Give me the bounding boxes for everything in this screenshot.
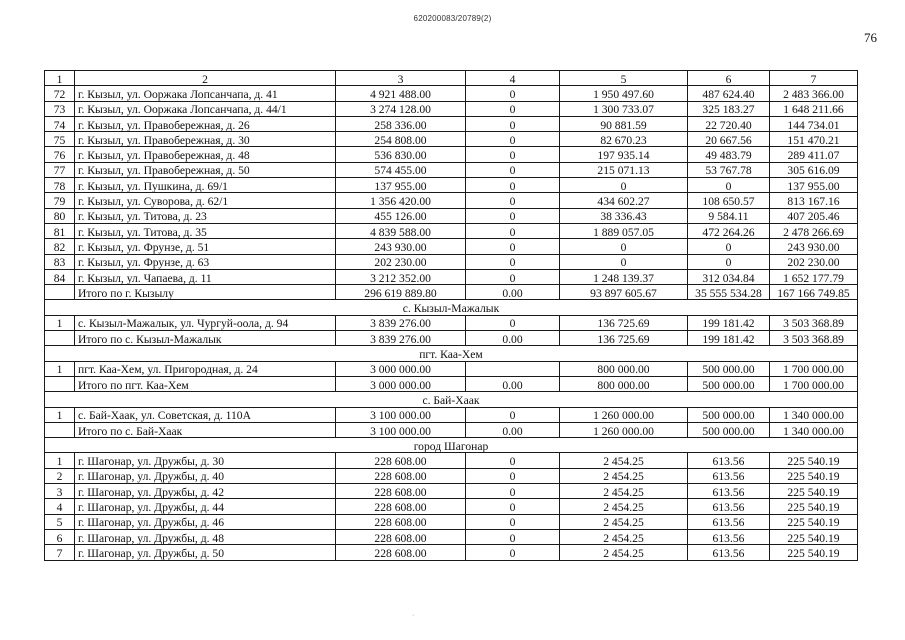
amount-col4: 0 — [466, 529, 560, 544]
address-cell: г. Кызыл, ул. Правобережная, д. 50 — [75, 162, 336, 177]
table-row — [45, 86, 858, 101]
row-number — [45, 376, 75, 391]
total-row — [45, 422, 858, 437]
table-row — [45, 453, 858, 468]
column-number: 4 — [466, 71, 560, 86]
address-cell: пгт. Каа-Хем, ул. Пригородная, д. 24 — [75, 361, 336, 376]
amount-col6: 613.56 — [688, 545, 770, 560]
row-number: 72 — [45, 86, 75, 101]
amount-col3: 3 000 000.00 — [336, 361, 466, 376]
amount-col7: 3 503 368.89 — [770, 331, 858, 346]
amount-col7: 225 540.19 — [770, 468, 858, 483]
total-row — [45, 285, 858, 300]
amount-col6: 53 767.78 — [688, 162, 770, 177]
column-number: 3 — [336, 71, 466, 86]
amount-col5: 1 260 000.00 — [560, 407, 688, 422]
amount-col3: 228 608.00 — [336, 499, 466, 514]
amount-col6: 9 584.11 — [688, 208, 770, 223]
amount-col6: 472 264.26 — [688, 223, 770, 238]
address-cell: г. Шагонар, ул. Дружбы, д. 44 — [75, 499, 336, 514]
amount-col5: 136 725.69 — [560, 331, 688, 346]
amount-col5: 215 071.13 — [560, 162, 688, 177]
table-row — [45, 499, 858, 514]
row-number: 75 — [45, 132, 75, 147]
table-row — [45, 407, 858, 422]
amount-col6: 613.56 — [688, 453, 770, 468]
amount-col4: 0 — [466, 178, 560, 193]
row-number: 5 — [45, 514, 75, 529]
table-row — [45, 223, 858, 238]
amount-col3: 228 608.00 — [336, 545, 466, 560]
amount-col7: 151 470.21 — [770, 132, 858, 147]
amount-col7: 3 503 368.89 — [770, 315, 858, 330]
table-row — [45, 361, 858, 376]
amount-col6: 20 667.56 — [688, 132, 770, 147]
amount-col5: 2 454.25 — [560, 545, 688, 560]
amount-col7: 225 540.19 — [770, 484, 858, 499]
amount-col4: 0 — [466, 453, 560, 468]
row-number: 1 — [45, 453, 75, 468]
amount-col4: 0 — [466, 468, 560, 483]
amount-col6: 199 181.42 — [688, 331, 770, 346]
row-number: 1 — [45, 407, 75, 422]
amount-col3: 574 455.00 — [336, 162, 466, 177]
row-number: 6 — [45, 529, 75, 544]
table-row — [45, 147, 858, 162]
column-number: 1 — [45, 71, 75, 86]
amount-col5: 38 336.43 — [560, 208, 688, 223]
amount-col3: 3 839 276.00 — [336, 315, 466, 330]
row-number: 79 — [45, 193, 75, 208]
amount-col6: 500 000.00 — [688, 361, 770, 376]
amount-col3: 3 274 128.00 — [336, 101, 466, 116]
address-cell: г. Кызыл, ул. Суворова, д. 62/1 — [75, 193, 336, 208]
address-cell: г. Кызыл, ул. Титова, д. 23 — [75, 208, 336, 223]
amount-col4: 0 — [466, 132, 560, 147]
amount-col4: 0 — [466, 208, 560, 223]
amount-col6: 199 181.42 — [688, 315, 770, 330]
total-row — [45, 376, 858, 391]
address-cell: г. Кызыл, ул. Правобережная, д. 30 — [75, 132, 336, 147]
column-number-row — [45, 71, 858, 86]
amount-col6: 35 555 534.28 — [688, 285, 770, 300]
row-number: 76 — [45, 147, 75, 162]
amount-col6: 613.56 — [688, 514, 770, 529]
row-number: 82 — [45, 239, 75, 254]
amount-col6: 0 — [688, 239, 770, 254]
amount-col3: 228 608.00 — [336, 484, 466, 499]
amount-col4: 0 — [466, 407, 560, 422]
amount-col4: 0 — [466, 162, 560, 177]
amount-col6: 500 000.00 — [688, 422, 770, 437]
amount-col6: 49 483.79 — [688, 147, 770, 162]
section-title: пгт. Каа-Хем — [45, 346, 858, 361]
amount-col4: 0.00 — [466, 331, 560, 346]
amount-col5: 1 248 139.37 — [560, 269, 688, 284]
section-title: с. Бай-Хаак — [45, 392, 858, 407]
amount-col6: 613.56 — [688, 499, 770, 514]
address-cell: г. Кызыл, ул. Чапаева, д. 11 — [75, 269, 336, 284]
section-header-row — [45, 438, 858, 453]
amount-col5: 800 000.00 — [560, 361, 688, 376]
amount-col7: 243 930.00 — [770, 239, 858, 254]
address-cell: Итого по г. Кызылу — [75, 285, 336, 300]
table-row — [45, 484, 858, 499]
amount-col3: 137 955.00 — [336, 178, 466, 193]
amount-col5: 82 670.23 — [560, 132, 688, 147]
row-number — [45, 331, 75, 346]
row-number: 1 — [45, 361, 75, 376]
amount-col3: 3 000 000.00 — [336, 376, 466, 391]
amount-col7: 305 616.09 — [770, 162, 858, 177]
amount-col6: 613.56 — [688, 484, 770, 499]
amount-col3: 254 808.00 — [336, 132, 466, 147]
total-row — [45, 331, 858, 346]
row-number: 74 — [45, 116, 75, 131]
amount-col5: 2 454.25 — [560, 468, 688, 483]
register-body — [45, 71, 858, 561]
amount-col3: 228 608.00 — [336, 468, 466, 483]
amount-col3: 4 839 588.00 — [336, 223, 466, 238]
row-number — [45, 422, 75, 437]
amount-col4: 0 — [466, 499, 560, 514]
amount-col6: 325 183.27 — [688, 101, 770, 116]
section-header-row — [45, 300, 858, 315]
address-cell: Итого по с. Бай-Хаак — [75, 422, 336, 437]
table-row — [45, 132, 858, 147]
amount-col4: 0 — [466, 254, 560, 269]
row-number: 77 — [45, 162, 75, 177]
column-number: 2 — [75, 71, 336, 86]
amount-col4: 0 — [466, 116, 560, 131]
amount-col3: 1 356 420.00 — [336, 193, 466, 208]
row-number: 3 — [45, 484, 75, 499]
address-cell: г. Кызыл, ул. Титова, д. 35 — [75, 223, 336, 238]
row-number: 2 — [45, 468, 75, 483]
amount-col7: 167 166 749.85 — [770, 285, 858, 300]
amount-col7: 225 540.19 — [770, 453, 858, 468]
address-cell: г. Шагонар, ул. Дружбы, д. 40 — [75, 468, 336, 483]
amount-col5: 0 — [560, 178, 688, 193]
amount-col5: 197 935.14 — [560, 147, 688, 162]
amount-col5: 0 — [560, 239, 688, 254]
amount-col5: 1 889 057.05 — [560, 223, 688, 238]
table-row — [45, 239, 858, 254]
amount-col5: 93 897 605.67 — [560, 285, 688, 300]
amount-col6: 487 624.40 — [688, 86, 770, 101]
row-number: 4 — [45, 499, 75, 514]
address-cell: г. Шагонар, ул. Дружбы, д. 46 — [75, 514, 336, 529]
address-cell: с. Бай-Хаак, ул. Советская, д. 110А — [75, 407, 336, 422]
amount-col7: 1 340 000.00 — [770, 422, 858, 437]
table-row — [45, 208, 858, 223]
amount-col3: 3 839 276.00 — [336, 331, 466, 346]
amount-col7: 407 205.46 — [770, 208, 858, 223]
section-header-row — [45, 346, 858, 361]
amount-col7: 225 540.19 — [770, 514, 858, 529]
amount-col7: 144 734.01 — [770, 116, 858, 131]
table-row — [45, 162, 858, 177]
amount-col6: 613.56 — [688, 468, 770, 483]
address-cell: г. Шагонар, ул. Дружбы, д. 48 — [75, 529, 336, 544]
amount-col5: 2 454.25 — [560, 499, 688, 514]
amount-col7: 1 700 000.00 — [770, 361, 858, 376]
table-row — [45, 529, 858, 544]
table-row — [45, 545, 858, 560]
amount-col4: 0 — [466, 315, 560, 330]
amount-col7: 2 483 366.00 — [770, 86, 858, 101]
address-cell: г. Шагонар, ул. Дружбы, д. 50 — [75, 545, 336, 560]
table-row — [45, 193, 858, 208]
column-number: 7 — [770, 71, 858, 86]
address-cell: г. Кызыл, ул. Фрунзе, д. 51 — [75, 239, 336, 254]
amount-col6: 22 720.40 — [688, 116, 770, 131]
amount-col5: 1 300 733.07 — [560, 101, 688, 116]
amount-col3: 228 608.00 — [336, 453, 466, 468]
amount-col4 — [466, 361, 560, 376]
amount-col6: 312 034.84 — [688, 269, 770, 284]
table-row — [45, 101, 858, 116]
amount-col3: 228 608.00 — [336, 529, 466, 544]
amount-col7: 137 955.00 — [770, 178, 858, 193]
row-number: 80 — [45, 208, 75, 223]
row-number: 81 — [45, 223, 75, 238]
amount-col3: 3 100 000.00 — [336, 407, 466, 422]
amount-col3: 536 830.00 — [336, 147, 466, 162]
amount-col6: 108 650.57 — [688, 193, 770, 208]
amount-col7: 1 648 211.66 — [770, 101, 858, 116]
amount-col5: 1 950 497.60 — [560, 86, 688, 101]
register-table — [44, 70, 858, 561]
amount-col3: 228 608.00 — [336, 514, 466, 529]
amount-col7: 2 478 266.69 — [770, 223, 858, 238]
amount-col5: 1 260 000.00 — [560, 422, 688, 437]
row-number: 83 — [45, 254, 75, 269]
amount-col7: 1 340 000.00 — [770, 407, 858, 422]
address-cell: г. Кызыл, ул. Правобережная, д. 26 — [75, 116, 336, 131]
amount-col6: 0 — [688, 254, 770, 269]
address-cell: Итого по пгт. Каа-Хем — [75, 376, 336, 391]
address-cell: с. Кызыл-Мажалык, ул. Чургуй-оола, д. 94 — [75, 315, 336, 330]
row-number — [45, 285, 75, 300]
amount-col7: 1 700 000.00 — [770, 376, 858, 391]
section-header-row — [45, 392, 858, 407]
amount-col3: 3 212 352.00 — [336, 269, 466, 284]
address-cell: г. Кызыл, ул. Правобережная, д. 48 — [75, 147, 336, 162]
amount-col4: 0 — [466, 514, 560, 529]
amount-col6: 0 — [688, 178, 770, 193]
address-cell: г. Шагонар, ул. Дружбы, д. 30 — [75, 453, 336, 468]
amount-col6: 500 000.00 — [688, 407, 770, 422]
row-number: 84 — [45, 269, 75, 284]
amount-col4: 0 — [466, 545, 560, 560]
row-number: 1 — [45, 315, 75, 330]
amount-col7: 289 411.07 — [770, 147, 858, 162]
address-cell: г. Кызыл, ул. Ооржака Лопсанчапа, д. 41 — [75, 86, 336, 101]
address-cell: Итого по с. Кызыл-Мажалык — [75, 331, 336, 346]
amount-col6: 613.56 — [688, 529, 770, 544]
address-cell: г. Шагонар, ул. Дружбы, д. 42 — [75, 484, 336, 499]
amount-col3: 243 930.00 — [336, 239, 466, 254]
amount-col4: 0.00 — [466, 422, 560, 437]
table-row — [45, 269, 858, 284]
amount-col7: 813 167.16 — [770, 193, 858, 208]
amount-col4: 0 — [466, 484, 560, 499]
amount-col5: 136 725.69 — [560, 315, 688, 330]
amount-col4: 0 — [466, 147, 560, 162]
row-number: 78 — [45, 178, 75, 193]
address-cell: г. Кызыл, ул. Пушкина, д. 69/1 — [75, 178, 336, 193]
table-row — [45, 178, 858, 193]
amount-col3: 455 126.00 — [336, 208, 466, 223]
row-number: 7 — [45, 545, 75, 560]
table-row — [45, 254, 858, 269]
address-cell: г. Кызыл, ул. Ооржака Лопсанчапа, д. 44/1 — [75, 101, 336, 116]
table-row — [45, 514, 858, 529]
amount-col4: 0 — [466, 269, 560, 284]
amount-col4: 0 — [466, 101, 560, 116]
address-cell: г. Кызыл, ул. Фрунзе, д. 63 — [75, 254, 336, 269]
table-row — [45, 315, 858, 330]
amount-col7: 225 540.19 — [770, 499, 858, 514]
footer-mark: · — [412, 612, 415, 619]
table-row — [45, 116, 858, 131]
page-number: 76 — [864, 30, 877, 45]
amount-col5: 800 000.00 — [560, 376, 688, 391]
amount-col6: 500 000.00 — [688, 376, 770, 391]
amount-col3: 202 230.00 — [336, 254, 466, 269]
amount-col5: 2 454.25 — [560, 453, 688, 468]
amount-col4: 0 — [466, 193, 560, 208]
amount-col7: 225 540.19 — [770, 529, 858, 544]
table-row — [45, 468, 858, 483]
column-number: 5 — [560, 71, 688, 86]
amount-col7: 1 652 177.79 — [770, 269, 858, 284]
section-title: город Шагонар — [45, 438, 858, 453]
amount-col5: 2 454.25 — [560, 529, 688, 544]
amount-col3: 4 921 488.00 — [336, 86, 466, 101]
amount-col4: 0.00 — [466, 376, 560, 391]
amount-col5: 2 454.25 — [560, 514, 688, 529]
row-number: 73 — [45, 101, 75, 116]
amount-col5: 0 — [560, 254, 688, 269]
amount-col7: 225 540.19 — [770, 545, 858, 560]
amount-col3: 296 619 889.80 — [336, 285, 466, 300]
amount-col4: 0.00 — [466, 285, 560, 300]
column-number: 6 — [688, 71, 770, 86]
amount-col5: 434 602.27 — [560, 193, 688, 208]
section-title: с. Кызыл-Мажалык — [45, 300, 858, 315]
amount-col4: 0 — [466, 86, 560, 101]
amount-col5: 90 881.59 — [560, 116, 688, 131]
amount-col4: 0 — [466, 223, 560, 238]
amount-col4: 0 — [466, 239, 560, 254]
amount-col3: 3 100 000.00 — [336, 422, 466, 437]
document-id: 620200083/20789(2) — [413, 14, 492, 23]
amount-col5: 2 454.25 — [560, 484, 688, 499]
amount-col7: 202 230.00 — [770, 254, 858, 269]
amount-col3: 258 336.00 — [336, 116, 466, 131]
